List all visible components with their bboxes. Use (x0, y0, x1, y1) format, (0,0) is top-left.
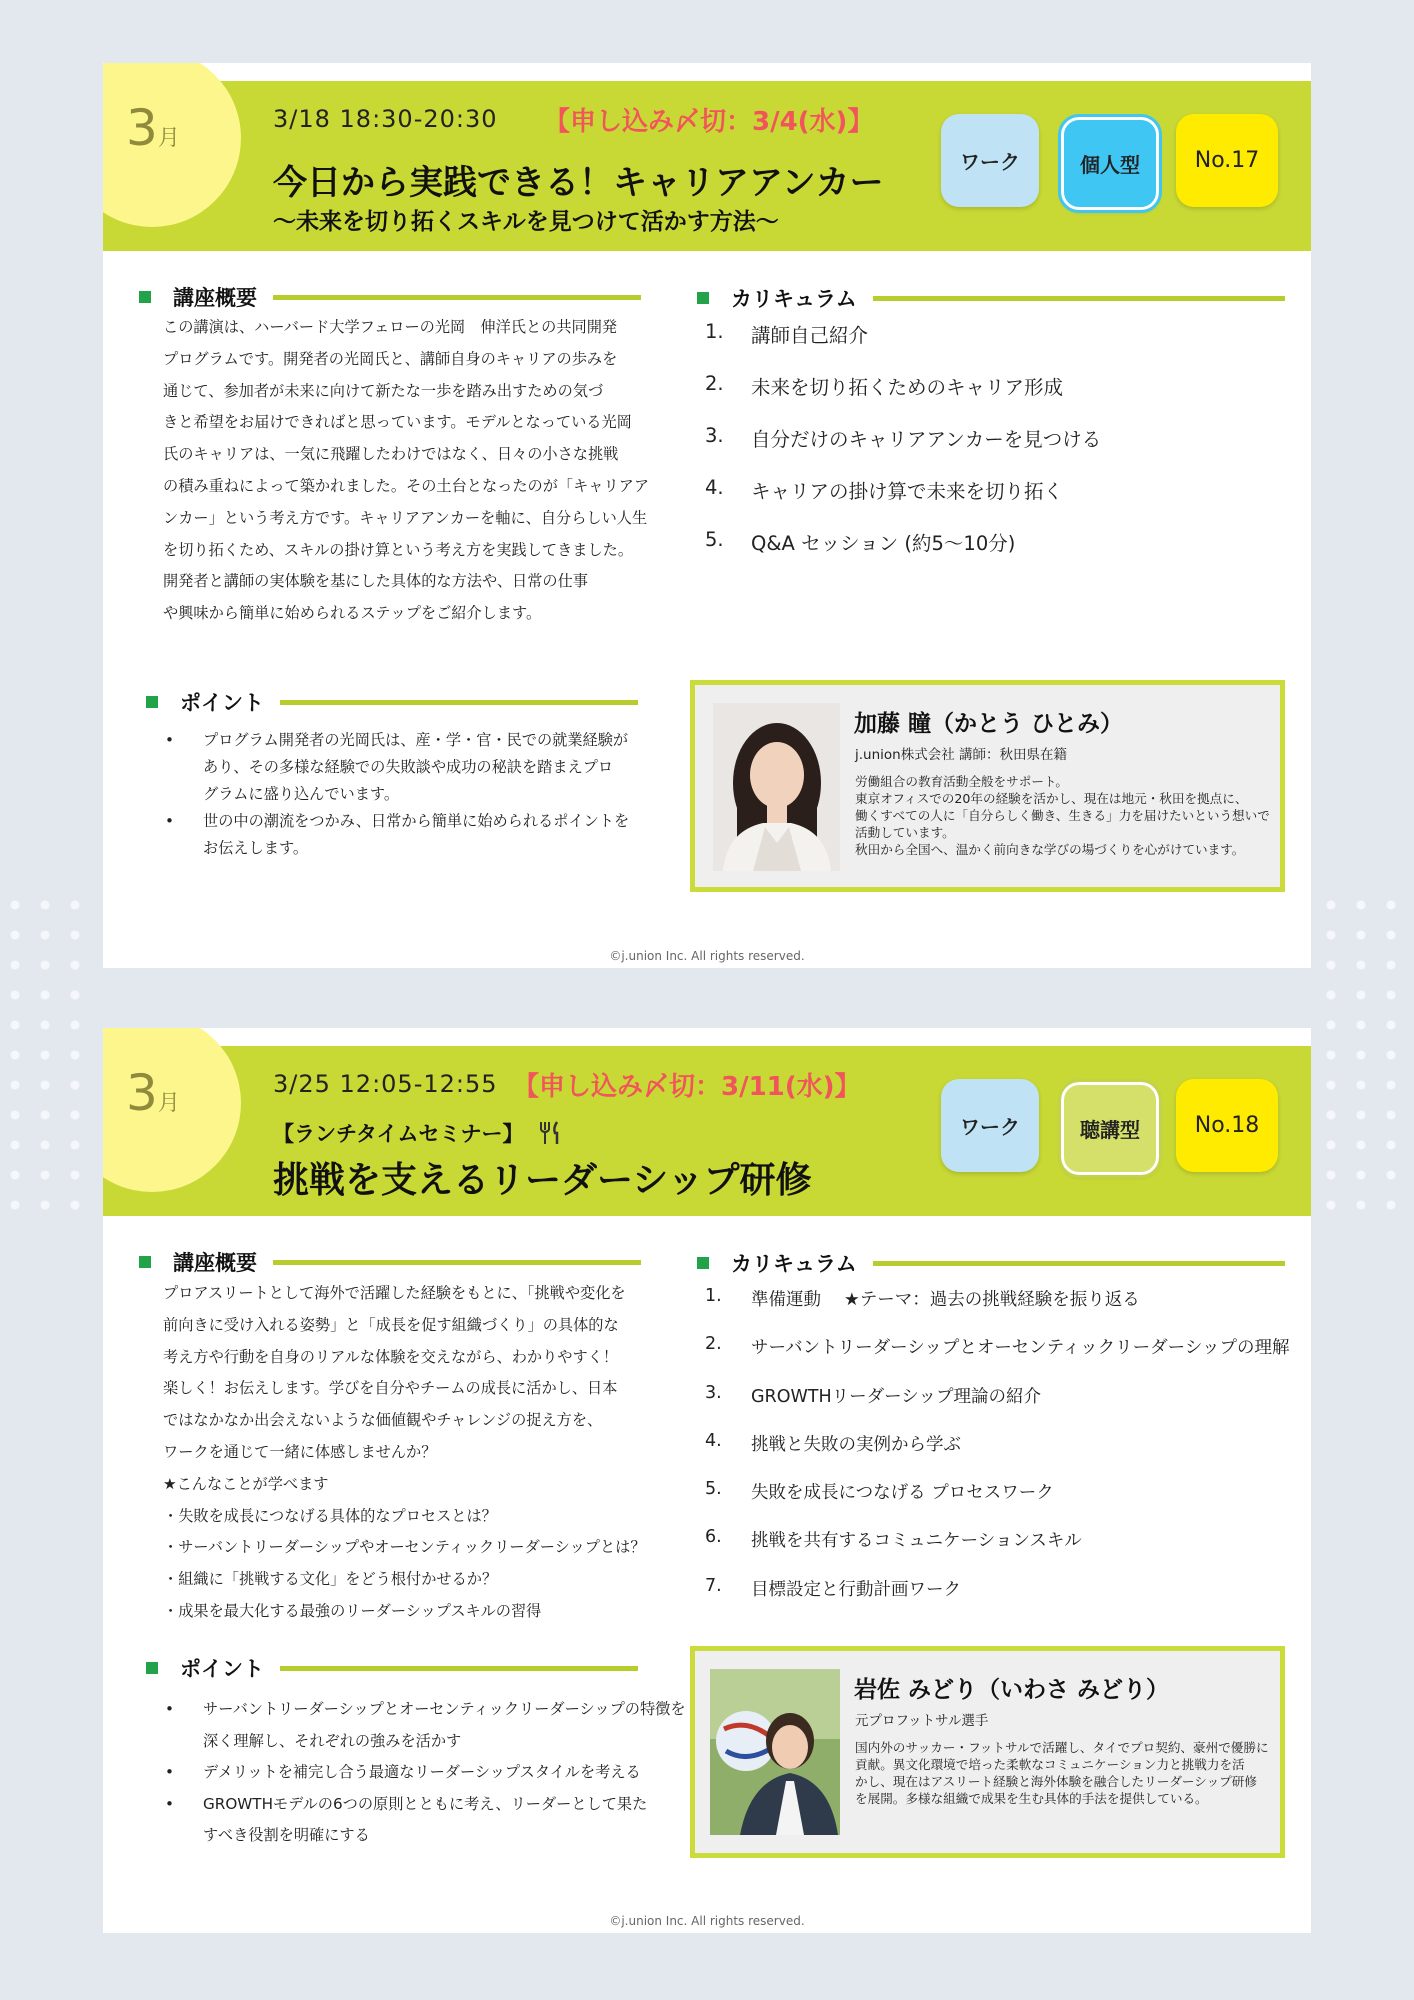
badge-format: ワーク (941, 1079, 1039, 1172)
overview-heading-label: 講座概要 (173, 1251, 257, 1275)
month-unit: 月 (157, 126, 180, 151)
item-number: 5. (705, 1479, 722, 1500)
month-number: 3 (126, 99, 158, 157)
overview-line: ・サーバントリーダーシップやオーセンティックリーダーシップとは？ (163, 1538, 646, 1557)
section-marker-icon (139, 1256, 151, 1268)
curriculum-item (705, 320, 1101, 372)
overview-line: この講演は、ハーバード大学フェローの光岡 伸洋氏との共同開発 (163, 318, 618, 336)
month-unit: 月 (157, 1091, 180, 1116)
point-text: グラムに盛り込んでいます。 (203, 785, 400, 803)
instructor-photo (710, 1669, 840, 1835)
point-line (163, 808, 629, 835)
curriculum-heading (697, 1248, 1285, 1278)
point-line (163, 1789, 686, 1821)
point-text: サーバントリーダーシップとオーセンティックリーダーシップの特徴を (203, 1700, 686, 1718)
point-text: 深く理解し、それぞれの強みを活かす (203, 1731, 462, 1750)
overview-line: プロアスリートとして海外で活躍した経験をもとに、「挑戦や変化を (163, 1284, 626, 1302)
item-text: 未来を切り拓くためのキャリア形成 (751, 376, 1064, 399)
seminar-card-18 (103, 1028, 1311, 1933)
overview-text (163, 312, 649, 630)
point-line (163, 835, 629, 862)
curriculum-heading (697, 283, 1285, 313)
overview-line: や興味から簡単に始められるステップをご紹介します。 (163, 604, 542, 623)
bio-line: かし、現在はアスリート経験と海外体験を融合したリーダーシップ研修 (855, 1774, 1257, 1789)
curriculum-list (705, 1286, 1289, 1624)
bio-line: 活動しています。 (855, 825, 955, 840)
overview-line: 通じて、参加者が未来に向けて新たな一歩を踏み出すための気づ (163, 381, 604, 400)
curriculum-item (705, 1576, 1289, 1624)
copyright: ©j.union Inc. All rights reserved. (609, 949, 805, 963)
section-marker-icon (139, 291, 151, 303)
curriculum-item (705, 372, 1101, 424)
copyright: ©j.union Inc. All rights reserved. (609, 1914, 805, 1928)
item-text: 挑戦を共有するコミュニケーションスキル (751, 1531, 1082, 1552)
application-deadline: 【申し込み〆切：3/4(水)】 (544, 107, 874, 137)
bullet: • (165, 1700, 174, 1718)
bio-line: 労働組合の教育活動全般をサポート。 (855, 774, 1068, 789)
badge-number: No.18 (1176, 1079, 1278, 1172)
bullet: • (165, 812, 174, 830)
bullet: • (165, 1794, 174, 1813)
overview-line: ンカー」という考え方です。キャリアアンカーを軸に、自分らしい人生 (163, 508, 648, 527)
seminar-title: 今日から実践できる！キャリアアンカー (273, 163, 884, 203)
instructor-bio (855, 1739, 1269, 1807)
point-line (163, 1726, 686, 1758)
seminar-card-17 (103, 63, 1311, 968)
overview-line: プログラムです。開発者の光岡氏と、講師自身のキャリアの歩みを (163, 349, 618, 368)
bio-line: 秋田から全国へ、温かく前向きな学びの場づくりを心がけています。 (855, 842, 1245, 857)
bio-line: を展開。多様な組織で成果を生む具体的手法を提供している。 (855, 1791, 1208, 1806)
item-number: 4. (705, 1430, 722, 1451)
curriculum-item (705, 1383, 1289, 1431)
point-text: デメリットを補完し合う最適なリーダーシップスタイルを考える (203, 1763, 641, 1781)
overview-line: の積み重ねによって築かれました。その土台となったのが「キャリアア (163, 476, 649, 495)
event-datetime: 3/18 18:30-20:30 (273, 105, 498, 133)
overview-line: ・成果を最大化する最強のリーダーシップスキルの習得 (163, 1601, 542, 1620)
month-number: 3 (126, 1064, 158, 1122)
item-text: 目標設定と行動計画ワーク (751, 1579, 961, 1600)
badge-style: 聴講型 (1061, 1082, 1159, 1175)
curriculum-list (705, 320, 1101, 580)
overview-line: ★こんなことが学べます (163, 1474, 329, 1493)
portrait-image (710, 1669, 840, 1835)
point-list (163, 727, 629, 862)
badge-number: No.17 (1176, 114, 1278, 207)
dot-pattern-right (1316, 890, 1414, 1210)
overview-line: を切り拓くため、スキルの掛け算という考え方を実践してきました。 (163, 540, 634, 559)
overview-heading (139, 1247, 641, 1277)
heading-rule (273, 295, 641, 300)
section-marker-icon (697, 292, 709, 304)
instructor-bio (855, 773, 1270, 858)
item-number: 7. (705, 1575, 722, 1596)
heading-rule (873, 296, 1285, 301)
item-text: 失敗を成長につなげる プロセスワーク (751, 1483, 1054, 1504)
point-text: GROWTHモデルの6つの原則とともに考え、リーダーとして果た (203, 1794, 648, 1813)
item-number: 3. (705, 424, 724, 447)
overview-line: ではなかなか出会えないような価値観やチャレンジの捉え方を、 (163, 1411, 603, 1430)
curriculum-item (705, 528, 1101, 580)
item-text: 講師自己紹介 (751, 324, 869, 347)
item-number: 5. (705, 528, 724, 551)
heading-rule (873, 1261, 1285, 1266)
instructor-name: 加藤 瞳（かとう ひとみ） (854, 711, 1124, 737)
item-number: 2. (705, 1334, 722, 1355)
curriculum-item (705, 1431, 1289, 1479)
instructor-name: 岩佐 みどり（いわさ みどり） (854, 1677, 1170, 1703)
bullet (163, 754, 203, 781)
event-datetime: 3/25 12:05-12:55 (273, 1070, 498, 1098)
instructor-profile (690, 1646, 1285, 1858)
instructor-role: j.union株式会社 講師：秋田県在籍 (855, 747, 1068, 763)
point-text: プログラム開発者の光岡氏は、産・学・官・民での就業経験が (203, 731, 629, 749)
curriculum-item (705, 1334, 1289, 1382)
bio-line: 働くすべての人に「自分らしく働き、生きる」力を届けたいという想いで (855, 808, 1270, 823)
point-line (163, 1694, 686, 1726)
curriculum-heading-label: カリキュラム (731, 1252, 857, 1276)
overview-line: 前向きに受け入れる姿勢」と「成長を促す組織づくり」の具体的な (163, 1315, 619, 1334)
curriculum-item (705, 1479, 1289, 1527)
dot-pattern-left (0, 890, 100, 1210)
overview-line: ワークを通じて一緒に体感しませんか？ (163, 1442, 437, 1461)
curriculum-heading-label: カリキュラム (731, 287, 857, 311)
overview-line: 氏のキャリアは、一気に飛躍したわけではなく、日々の小さな挑戦 (163, 445, 619, 464)
instructor-photo (713, 703, 840, 871)
bullet (163, 1820, 203, 1852)
section-marker-icon (146, 696, 158, 708)
overview-line: ・組織に「挑戦する文化」をどう根付かせるか？ (163, 1570, 498, 1589)
overview-line: ・失敗を成長につなげる具体的なプロセスとは？ (163, 1506, 497, 1525)
item-number: 4. (705, 476, 724, 499)
point-heading (146, 1653, 638, 1683)
overview-line: きと希望をお届けできればと思っています。モデルとなっている光岡 (163, 413, 632, 432)
curriculum-item (705, 424, 1101, 476)
bio-line: 貢献。異文化環境で培った柔軟なコミュニケーション力と挑戦力を活 (855, 1757, 1245, 1772)
point-line (163, 1757, 686, 1789)
month-label (126, 1064, 180, 1122)
curriculum-item (705, 1527, 1289, 1575)
overview-text (163, 1278, 646, 1628)
point-line (163, 1820, 686, 1852)
overview-heading-label: 講座概要 (173, 286, 257, 310)
item-text: 挑戦と失敗の実例から学ぶ (751, 1434, 961, 1455)
bullet (163, 781, 203, 808)
badge-style: 個人型 (1061, 117, 1159, 210)
heading-rule (280, 1666, 638, 1671)
item-text: サーバントリーダーシップとオーセンティックリーダーシップの理解 (751, 1338, 1290, 1359)
bio-line: 東京オフィスでの20年の経験を活かし、現在は地元・秋田を拠点に、 (855, 791, 1248, 806)
item-number: 1. (705, 320, 724, 343)
overview-line: 開発者と講師の実体験を基にした具体的な方法や、日常の仕事 (163, 572, 588, 591)
point-text: あり、その多様な経験での失敗談や成功の秘訣を踏まえプロ (203, 758, 614, 776)
item-text: GROWTHリーダーシップ理論の紹介 (751, 1386, 1041, 1407)
item-text: キャリアの掛け算で未来を切り拓く (751, 480, 1064, 503)
portrait-image (713, 703, 840, 871)
item-number: 3. (705, 1382, 722, 1403)
overview-line: 考え方や行動を自身のリアルな体験を交えながら、わかりやすく！ (163, 1347, 619, 1366)
month-label (126, 99, 180, 157)
point-line (163, 781, 629, 808)
heading-rule (273, 1260, 641, 1265)
lunch-seminar-label: 【ランチタイムセミナー】 (273, 1122, 524, 1146)
point-line (163, 727, 629, 754)
overview-heading (139, 282, 641, 312)
section-marker-icon (146, 1662, 158, 1674)
bullet: • (165, 1763, 174, 1781)
item-number: 2. (705, 372, 724, 395)
point-text: お伝えします。 (203, 839, 309, 857)
bio-line: 国内外のサッカー・フットサルで活躍し、タイでプロ契約、豪州で優勝に (855, 1740, 1269, 1755)
instructor-profile (690, 680, 1285, 892)
point-text: 世の中の潮流をつかみ、日常から簡単に始められるポイントを (203, 812, 630, 830)
item-text: 準備運動 ★テーマ：過去の挑戦経験を振り返る (751, 1290, 1140, 1310)
point-heading (146, 687, 638, 717)
application-deadline: 【申し込み〆切：3/11(水)】 (513, 1072, 861, 1102)
point-heading-label: ポイント (180, 691, 264, 715)
seminar-tag (273, 1118, 563, 1151)
item-number: 6. (705, 1527, 722, 1548)
badge-format: ワーク (941, 114, 1039, 207)
bullet (163, 835, 203, 862)
point-list (163, 1694, 686, 1852)
section-marker-icon (697, 1257, 709, 1269)
overview-line: 楽しく！お伝えします。学びを自分やチームの成長に活かし、日本 (163, 1379, 618, 1398)
seminar-title: 挑戦を支えるリーダーシップ研修 (273, 1160, 812, 1201)
curriculum-item (705, 1286, 1289, 1334)
fork-knife-icon (537, 1120, 563, 1151)
point-text: すべき役割を明確にする (203, 1826, 370, 1844)
instructor-role: 元プロフットサル選手 (855, 1713, 989, 1729)
bullet (163, 1726, 203, 1758)
seminar-subtitle: ～未来を切り拓くスキルを見つけて活かす方法～ (273, 209, 779, 235)
bullet: • (165, 731, 174, 749)
curriculum-item (705, 476, 1101, 528)
item-text: Q&A セッション (約5～10分) (751, 532, 1016, 555)
point-line (163, 754, 629, 781)
heading-rule (280, 700, 638, 705)
item-text: 自分だけのキャリアアンカーを見つける (751, 428, 1102, 451)
item-number: 1. (705, 1286, 722, 1306)
point-heading-label: ポイント (180, 1657, 264, 1681)
